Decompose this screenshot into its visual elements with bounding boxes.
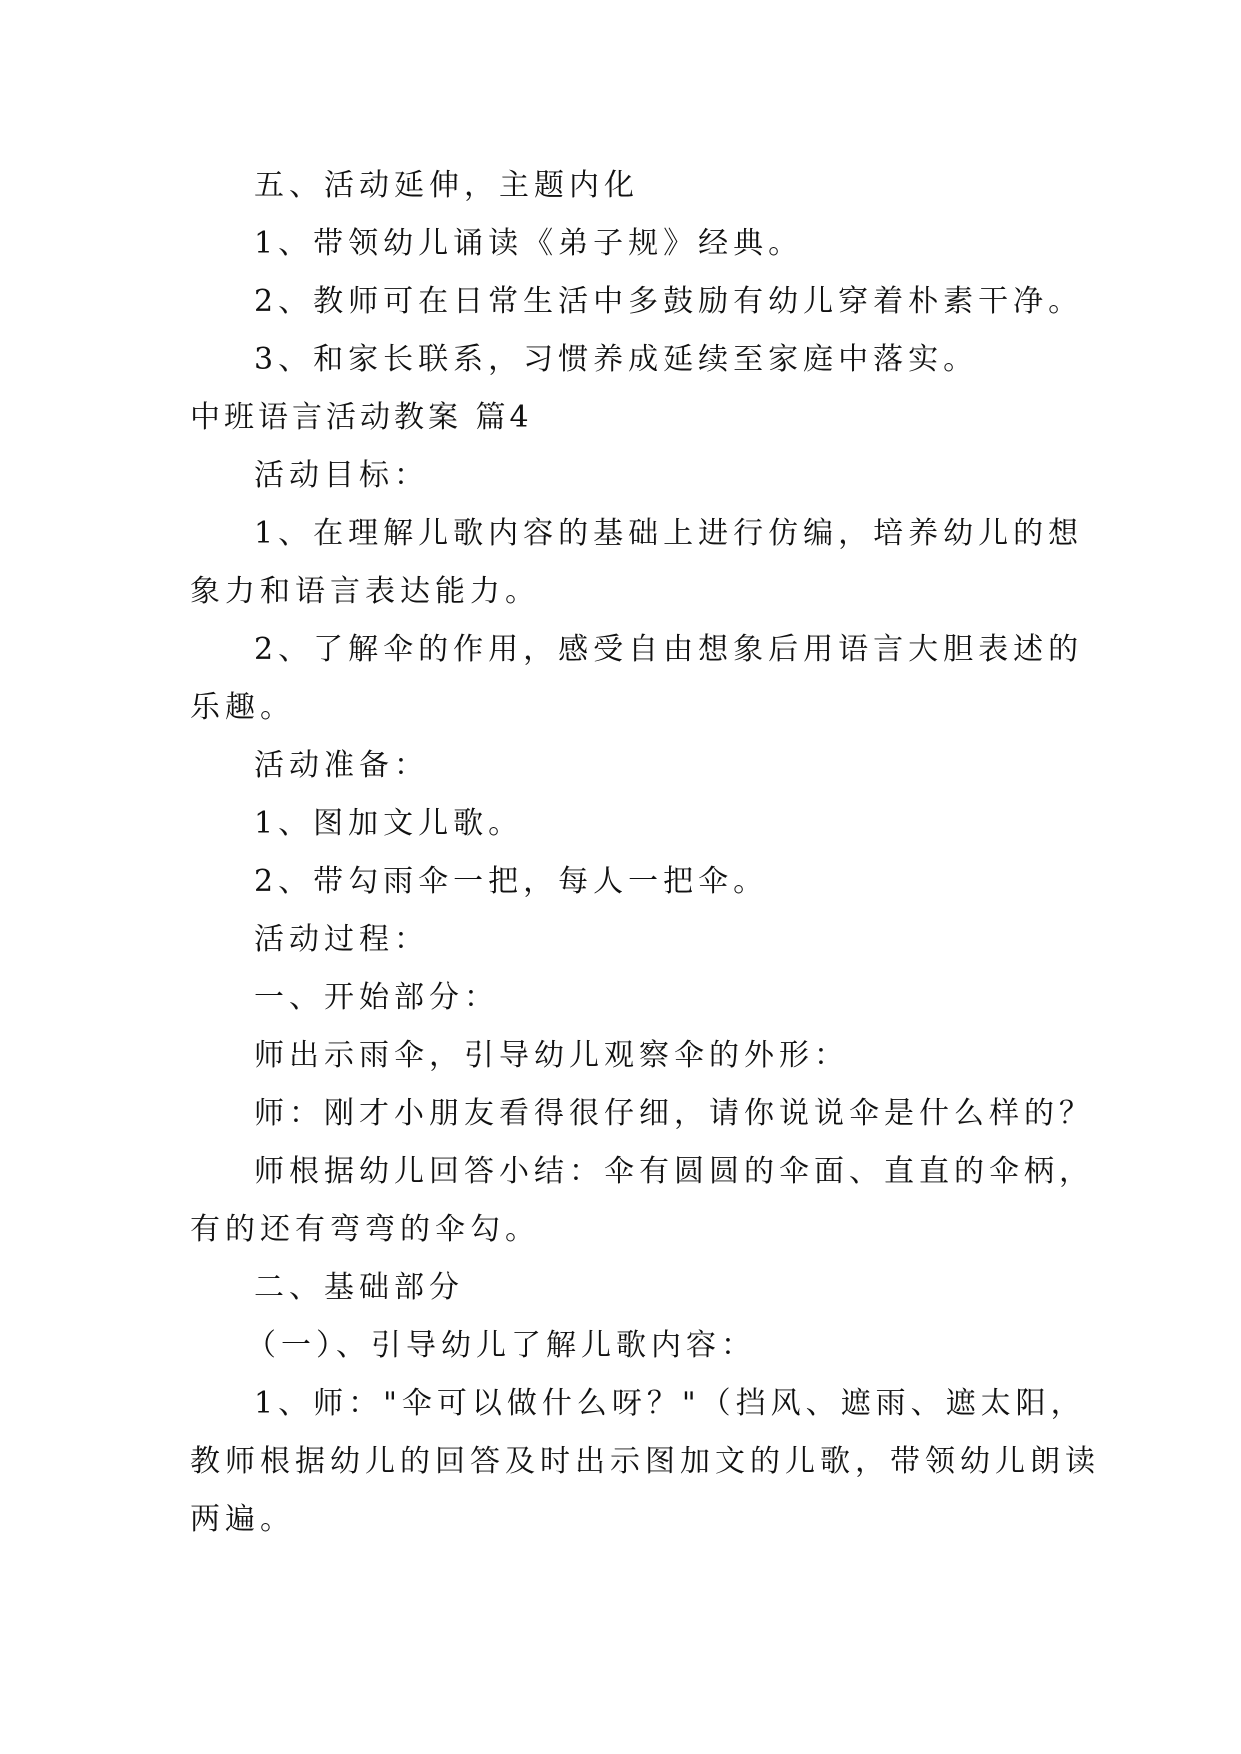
- section-heading: 活动过程：: [254, 922, 429, 957]
- section-heading: 五、活动延伸，主题内化: [254, 168, 639, 203]
- paragraph-continuation: 教师根据幼儿的回答及时出示图加文的儿歌，带领幼儿朗读: [190, 1444, 1100, 1479]
- paragraph: 师出示雨伞，引导幼儿观察伞的外形：: [254, 1038, 849, 1073]
- subsection-heading: 一、开始部分：: [254, 980, 499, 1015]
- section-heading: 活动目标：: [254, 458, 429, 493]
- paragraph-continuation: 两遍。: [190, 1502, 295, 1537]
- paragraph: 2、教师可在日常生活中多鼓励有幼儿穿着朴素干净。: [254, 284, 1084, 319]
- paragraph-continuation: 乐趣。: [190, 690, 295, 725]
- paragraph: 1、图加文儿歌。: [254, 806, 524, 841]
- paragraph: 师根据幼儿回答小结：伞有圆圆的伞面、直直的伞柄，: [254, 1154, 1094, 1189]
- section-heading: 活动准备：: [254, 748, 429, 783]
- subsection-heading: （一）、引导幼儿了解儿歌内容：: [246, 1328, 756, 1363]
- paragraph: 2、了解伞的作用，感受自由想象后用语言大胆表述的: [254, 632, 1084, 667]
- paragraph: 2、带勾雨伞一把，每人一把伞。: [254, 864, 769, 899]
- paragraph: 1、师："伞可以做什么呀？"（挡风、遮雨、遮太阳，: [254, 1386, 1086, 1421]
- paragraph: 1、带领幼儿诵读《弟子规》经典。: [254, 226, 804, 261]
- paragraph-continuation: 有的还有弯弯的伞勾。: [190, 1212, 540, 1247]
- paragraph: 3、和家长联系，习惯养成延续至家庭中落实。: [254, 342, 979, 377]
- paragraph: 师：刚才小朋友看得很仔细，请你说说伞是什么样的？: [254, 1096, 1094, 1131]
- lesson-title: 中班语言活动教案 篇4: [190, 400, 533, 435]
- paragraph-continuation: 象力和语言表达能力。: [190, 574, 540, 609]
- document-body: [190, 157, 1100, 1549]
- paragraph: 1、在理解儿歌内容的基础上进行仿编，培养幼儿的想: [254, 516, 1084, 551]
- subsection-heading: 二、基础部分: [254, 1270, 464, 1305]
